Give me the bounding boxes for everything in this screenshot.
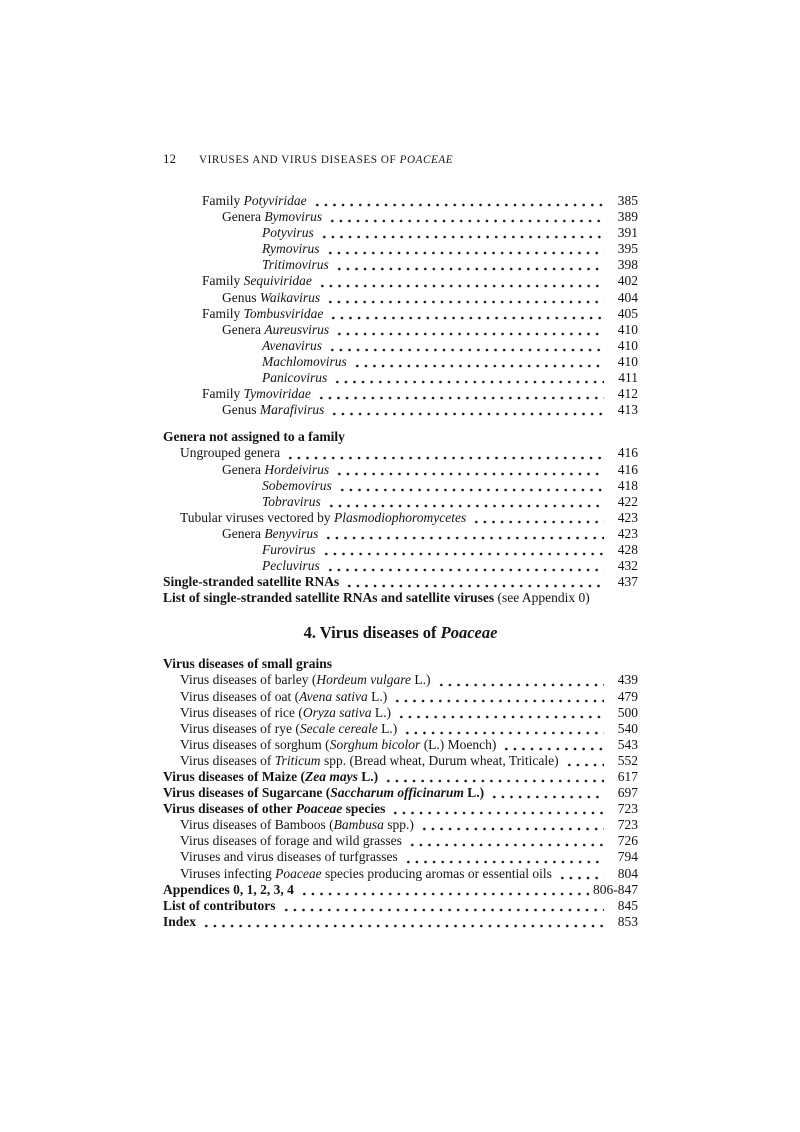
dot-leader	[420, 817, 604, 833]
toc-entry-label	[222, 402, 324, 418]
page-content	[163, 0, 638, 930]
text-part: L.)	[371, 704, 392, 720]
dot-leader	[328, 209, 604, 225]
toc-entry-label	[180, 705, 391, 721]
toc-entry	[163, 290, 638, 306]
page-number: 845	[617, 897, 638, 913]
dot-leader	[329, 306, 604, 322]
text-part: Poaceae	[295, 801, 343, 817]
dot-leader	[282, 898, 605, 914]
dot-leader	[327, 494, 604, 510]
text-part: Virus diseases of Sugarcane (	[163, 785, 331, 801]
text-part: Waikavirus	[259, 289, 321, 305]
text-part: Aureusvirus	[264, 321, 330, 337]
toc-entry	[163, 445, 638, 461]
text-part: Virus diseases of sorghum (	[180, 736, 330, 752]
text-part: Potyvirus	[262, 225, 314, 241]
page-number: 395	[617, 241, 638, 257]
dot-leader	[472, 510, 604, 526]
toc-entry	[163, 338, 638, 354]
running-head-emphasis: POACEAE	[399, 154, 454, 166]
toc-entry	[163, 494, 638, 510]
text-part: L.)	[411, 672, 431, 688]
toc-entry	[163, 689, 638, 705]
text-part: Zea mays	[304, 769, 358, 784]
toc-entry	[163, 273, 638, 289]
text-part: Virus diseases of other	[163, 801, 296, 817]
dot-leader	[324, 526, 604, 542]
text-part: Sequiviridae	[243, 273, 312, 289]
text-part: Pecluvirus	[262, 558, 320, 574]
toc-entry	[163, 225, 638, 241]
toc-entry-label	[180, 510, 466, 526]
text-part: Furovirus	[262, 541, 316, 557]
toc-entry	[163, 478, 638, 494]
running-head	[163, 151, 638, 166]
text-part: Genera	[222, 321, 265, 337]
text-part: spp. (Bread wheat, Durum wheat, Triticale)	[320, 752, 559, 768]
text-part: Rymovirus	[262, 241, 320, 257]
text-part: spp.)	[383, 817, 414, 833]
text-part: 4. Virus diseases of	[303, 623, 441, 643]
toc-entry	[163, 429, 638, 445]
page-number: 428	[617, 541, 638, 557]
toc-entry	[163, 866, 638, 882]
dot-leader	[202, 914, 604, 930]
dot-leader	[384, 769, 604, 785]
running-head-title	[199, 153, 453, 168]
page-number: 422	[617, 493, 638, 509]
page-number: 479	[617, 688, 638, 704]
page-number: 726	[617, 833, 638, 849]
dot-leader	[502, 737, 604, 753]
toc-entry-label	[180, 833, 402, 849]
toc-entry	[163, 833, 638, 849]
dot-leader	[326, 241, 605, 257]
toc-entry	[163, 590, 638, 606]
dot-leader	[335, 322, 604, 338]
text-part: Virus diseases of small grains	[163, 656, 333, 672]
text-part: Sorghum bicolor	[329, 736, 421, 752]
toc-entry-label	[262, 257, 329, 273]
toc-entry-label	[202, 193, 307, 209]
toc-entry-label	[180, 753, 559, 769]
text-part: Secale cereale	[299, 720, 378, 736]
text-part: Family	[202, 193, 244, 208]
chapter-heading	[163, 622, 638, 643]
text-part: L.)	[463, 785, 485, 801]
toc-entry-label	[262, 241, 320, 257]
toc-entry	[163, 402, 638, 418]
toc-entry	[163, 721, 638, 737]
dot-leader	[335, 462, 604, 478]
toc-entry	[163, 574, 638, 590]
page-number: 410	[617, 337, 638, 353]
toc-entry-label	[222, 526, 318, 542]
dot-leader	[330, 402, 604, 418]
toc-entry-label	[222, 209, 322, 225]
text-part: Family	[202, 386, 244, 402]
table-of-contents	[163, 193, 638, 930]
text-part: List of single-stranded satellite RNAs and satellite viruses	[163, 590, 495, 606]
dot-leader	[397, 705, 604, 721]
text-part: Hordeivirus	[264, 461, 330, 477]
page-number: 697	[617, 785, 638, 801]
toc-entry-label	[262, 542, 316, 558]
toc-entry	[163, 322, 638, 338]
page-number: 405	[617, 305, 638, 321]
page-number: 723	[617, 817, 638, 833]
text-part: species producing aromas or essential oils	[321, 865, 552, 881]
text-part: Single-stranded satellite RNAs	[163, 574, 340, 590]
toc-entry-label	[163, 429, 345, 445]
text-part: (L.) Moench)	[420, 736, 497, 752]
dot-leader	[565, 753, 604, 769]
text-part: Virus diseases of forage and wild grasses	[180, 833, 402, 849]
page-number: 723	[617, 801, 638, 817]
text-part: Virus diseases of barley (	[180, 672, 317, 688]
toc-entry	[163, 849, 638, 865]
page-number: 413	[617, 402, 638, 418]
dot-leader	[333, 370, 604, 386]
dot-leader	[322, 542, 605, 558]
page-number: 804	[617, 865, 638, 881]
page-number: 439	[617, 672, 638, 688]
page-number: 423	[617, 509, 638, 525]
page-number: 617	[617, 769, 638, 784]
text-part: Tymoviridae	[243, 386, 311, 402]
text-part: Appendices 0, 1, 2, 3, 4	[163, 881, 294, 897]
toc-entry-label	[163, 590, 590, 606]
text-part: Panicovirus	[262, 370, 328, 386]
text-part: Tombusviridae	[243, 305, 324, 321]
page-number: 404	[617, 289, 638, 305]
text-part: Triticum	[274, 752, 321, 768]
toc-entry-label	[163, 882, 294, 898]
page-number: 402	[617, 273, 638, 289]
toc-entry-label	[262, 354, 347, 370]
text-part: Genus	[222, 289, 260, 305]
text-part: Virus diseases of	[180, 752, 275, 768]
dot-leader	[558, 866, 604, 882]
text-part: Ungrouped genera	[180, 445, 281, 461]
text-part: Tritimovirus	[262, 257, 329, 273]
dot-leader	[403, 721, 604, 737]
dot-leader	[317, 386, 604, 402]
dot-leader	[437, 672, 604, 688]
toc-entry	[163, 526, 638, 542]
toc-entry-label	[163, 898, 276, 914]
toc-entry-label	[262, 338, 322, 354]
toc-entry-label	[163, 785, 484, 801]
toc-entry-label	[163, 574, 339, 590]
text-part: Genera not assigned to a family	[163, 429, 345, 445]
toc-entry	[163, 462, 638, 478]
page-number: 389	[617, 209, 638, 225]
text-part: Virus diseases of Maize (	[163, 769, 305, 784]
text-part: List of contributors	[163, 897, 276, 913]
text-part: Tobravirus	[262, 493, 321, 509]
toc-entry	[163, 354, 638, 370]
toc-entry	[163, 672, 638, 688]
page-number: 411	[618, 370, 638, 386]
dot-leader	[345, 574, 604, 590]
dot-leader	[335, 257, 604, 273]
page-number: 416	[617, 461, 638, 477]
text-part: Plasmodiophoromycetes	[333, 509, 467, 525]
toc-entry-label	[163, 801, 385, 817]
page-number: 806-847	[593, 881, 638, 897]
text-part: Oryza sativa	[302, 704, 372, 720]
toc-entry	[163, 801, 638, 817]
page-number: 410	[617, 353, 638, 369]
toc-entry-label	[163, 656, 332, 672]
dot-leader	[353, 354, 604, 370]
page-number: 540	[617, 720, 638, 736]
toc-entry	[163, 510, 638, 526]
dot-leader	[286, 445, 604, 461]
running-head-text: VIRUSES AND VIRUS DISEASES OF	[199, 154, 400, 166]
page-number: 500	[617, 704, 638, 720]
page-number: 794	[617, 849, 638, 865]
page-number: 552	[617, 752, 638, 768]
text-part: Index	[163, 913, 197, 929]
toc-entry-label	[202, 386, 311, 402]
toc-entry	[163, 542, 638, 558]
text-part: Virus diseases of rice (	[180, 704, 303, 720]
text-part: Avenavirus	[262, 337, 322, 353]
toc-entry-label	[262, 494, 321, 510]
folio-page-number: 12	[163, 151, 176, 166]
page-number: 853	[617, 913, 638, 929]
toc-entry	[163, 193, 638, 209]
toc-block	[163, 193, 638, 418]
toc-entry	[163, 785, 638, 801]
text-part: Family	[202, 305, 244, 321]
page-number: 543	[617, 736, 638, 752]
page-number: 385	[617, 193, 638, 208]
page-number: 423	[617, 525, 638, 541]
text-part: Genus	[222, 402, 260, 418]
toc-entry-label	[222, 322, 329, 338]
toc-entry	[163, 386, 638, 402]
dot-leader	[326, 290, 604, 306]
text-part: L.)	[367, 688, 388, 704]
toc-entry-label	[163, 914, 196, 930]
toc-entry-label	[180, 721, 397, 737]
text-part: Viruses infecting	[180, 865, 276, 881]
toc-entry-label	[262, 478, 332, 494]
toc-entry-label	[180, 737, 496, 753]
toc-entry-label	[180, 866, 552, 882]
dot-leader	[338, 478, 604, 494]
page-number: 418	[617, 477, 638, 493]
text-part: Bambusa	[333, 817, 384, 833]
toc-block	[163, 882, 638, 930]
toc-entry	[163, 257, 638, 273]
text-part: Bymovirus	[264, 209, 323, 225]
text-part: Genera	[222, 209, 265, 225]
toc-entry-label	[180, 445, 280, 461]
page-number: 398	[617, 257, 638, 273]
text-part: L.)	[357, 769, 379, 784]
dot-leader	[404, 849, 604, 865]
toc-block	[163, 429, 638, 606]
text-part: Family	[202, 273, 244, 289]
dot-leader	[300, 882, 589, 898]
dot-leader	[391, 801, 604, 817]
toc-entry-label	[222, 462, 329, 478]
text-part: Saccharum officinarum	[330, 785, 464, 801]
toc-entry	[163, 306, 638, 322]
text-part: Avena sativa	[299, 688, 368, 704]
page-number: 391	[617, 225, 638, 241]
text-part: Genera	[222, 525, 265, 541]
toc-entry-label	[202, 273, 312, 289]
dot-leader	[318, 273, 604, 289]
text-part: Poaceae	[275, 865, 322, 881]
dot-leader	[490, 785, 604, 801]
page-number: 437	[617, 574, 638, 590]
toc-entry	[163, 370, 638, 386]
page-number: 410	[617, 321, 638, 337]
toc-entry-label	[262, 225, 314, 241]
toc-entry	[163, 209, 638, 225]
dot-leader	[328, 338, 604, 354]
toc-entry-label	[180, 849, 398, 865]
toc-entry	[163, 656, 638, 672]
toc-entry-label	[163, 769, 378, 785]
dot-leader	[393, 689, 604, 705]
text-part: Virus diseases of Bamboos (	[180, 817, 334, 833]
text-part: Hordeum vulgare	[316, 672, 412, 688]
text-part: Sobemovirus	[262, 477, 332, 493]
toc-entry	[163, 898, 638, 914]
text-part: Genera	[222, 461, 265, 477]
text-part: Machlomovirus	[262, 353, 347, 369]
dot-leader	[408, 833, 604, 849]
toc-block	[163, 656, 638, 881]
text-part: Tubular viruses vectored by	[180, 509, 334, 525]
toc-entry-label	[262, 370, 327, 386]
dot-leader	[313, 193, 604, 209]
text-part: Benyvirus	[264, 525, 319, 541]
page-number: 432	[617, 558, 638, 574]
text-part: Potyviridae	[243, 193, 307, 208]
text-part: (see Appendix 0)	[494, 590, 590, 606]
toc-entry	[163, 558, 638, 574]
dot-leader	[320, 225, 604, 241]
text-part: Virus diseases of rye (	[180, 720, 300, 736]
toc-entry-label	[222, 290, 320, 306]
text-part: Marafivirus	[259, 402, 325, 418]
page-number: 412	[617, 386, 638, 402]
toc-entry	[163, 753, 638, 769]
toc-entry	[163, 737, 638, 753]
text-part: species	[342, 801, 386, 817]
toc-entry-label	[262, 558, 320, 574]
text-part: L.)	[377, 720, 398, 736]
toc-entry	[163, 241, 638, 257]
toc-entry	[163, 817, 638, 833]
toc-entry	[163, 769, 638, 785]
toc-entry	[163, 914, 638, 930]
toc-entry-label	[202, 306, 323, 322]
toc-entry-label	[180, 672, 431, 688]
toc-entry-label	[180, 689, 387, 705]
toc-entry	[163, 882, 638, 898]
page-number: 416	[617, 445, 638, 461]
toc-entry-label	[180, 817, 414, 833]
text-part: Virus diseases of oat (	[180, 688, 300, 704]
toc-entry	[163, 705, 638, 721]
dot-leader	[326, 558, 604, 574]
text-part: Viruses and virus diseases of turfgrasses	[180, 849, 398, 865]
text-part: Poaceae	[440, 623, 498, 643]
